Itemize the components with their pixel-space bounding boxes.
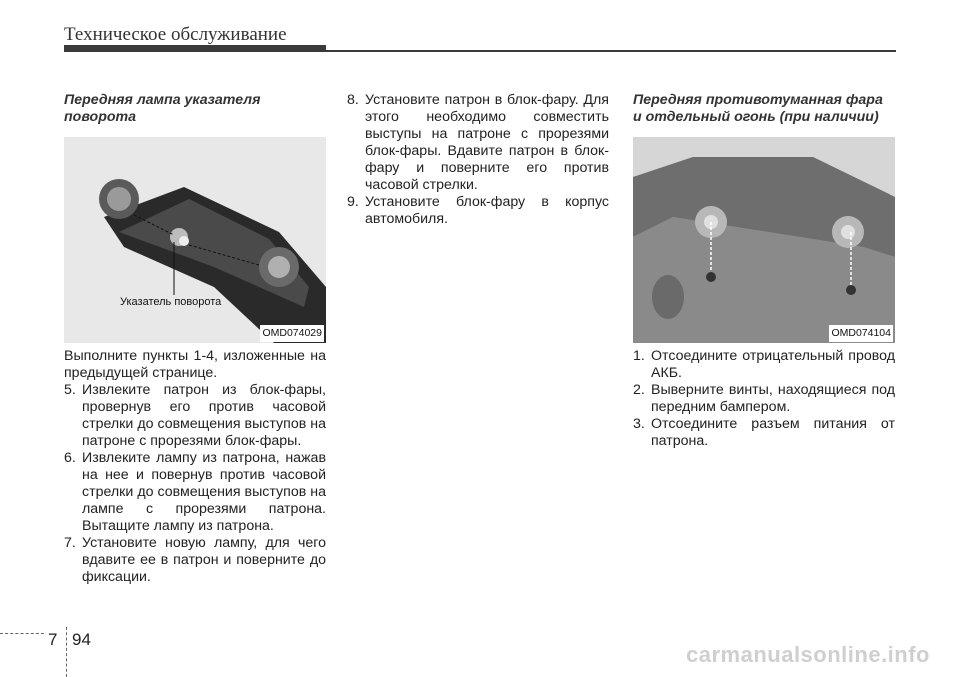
- turn-signal-illustration: [64, 137, 326, 343]
- steps-list-right: [633, 348, 895, 450]
- list-item: 3. Отсоедините разъем питания от патрона.: [633, 416, 895, 449]
- watermark: carmanualsonline.info: [686, 642, 930, 667]
- list-item: 6. Извлеките лампу из патрона, нажав на нее и повернув против часовой стрелки до совмещения выступов на лампе с прорезями патрона. Вытащите лампу из патрона.: [64, 450, 326, 534]
- list-item: 7. Установите новую лампу, для чего вдавите ее в патрон и поверните до фиксации.: [64, 535, 326, 585]
- column-middle: [347, 92, 609, 228]
- list-item: 2. Выверните винты, находящиеся под передним бампером.: [633, 382, 895, 415]
- fog-lamp-illustration: [633, 137, 895, 343]
- intro-paragraph: Выполните пункты 1-4, изложенные на предыдущей странице.: [64, 348, 326, 381]
- list-item: 5. Извлеките патрон из блок-фары, провернув его против часовой стрелки до совмещения выступов на патроне с прорезями блок-фары.: [64, 382, 326, 449]
- chapter-number: 7: [48, 630, 58, 649]
- steps-list-left: [64, 382, 326, 586]
- section-heading-fog-lamp: Передняя противотуманная фара и отдельный огонь (при наличии): [633, 92, 883, 125]
- footer-rule: [0, 633, 44, 635]
- page-header-title: Техническое обслуживание: [64, 24, 287, 45]
- column-left: [64, 92, 326, 586]
- list-item: 9. Установите блок-фару в корпус автомобиля.: [347, 194, 609, 227]
- header-rule-thin: [326, 50, 896, 52]
- figure-code: OMD074029: [260, 325, 324, 342]
- list-item: 1. Отсоедините отрицательный провод АКБ.: [633, 348, 895, 381]
- steps-list-middle: [347, 92, 609, 228]
- page-number: 94: [72, 630, 91, 649]
- figure-callout-label: Указатель поворота: [120, 296, 222, 308]
- list-item: 8. Установите патрон в блок-фару. Для этого необходимо совместить выступы на патроне с прорезями блок-фары. Вдавите патрон в блок-фару и поверните его против часовой стрелки.: [347, 92, 609, 193]
- column-right: [633, 92, 895, 450]
- figure-turn-signal: [64, 137, 326, 343]
- section-heading-turn-signal: Передняя лампа указателя поворота: [64, 92, 261, 125]
- footer-divider: [66, 627, 68, 677]
- figure-fog-lamp: [633, 137, 895, 343]
- figure-code: OMD074104: [829, 325, 893, 342]
- header-rule-thick: [64, 45, 326, 52]
